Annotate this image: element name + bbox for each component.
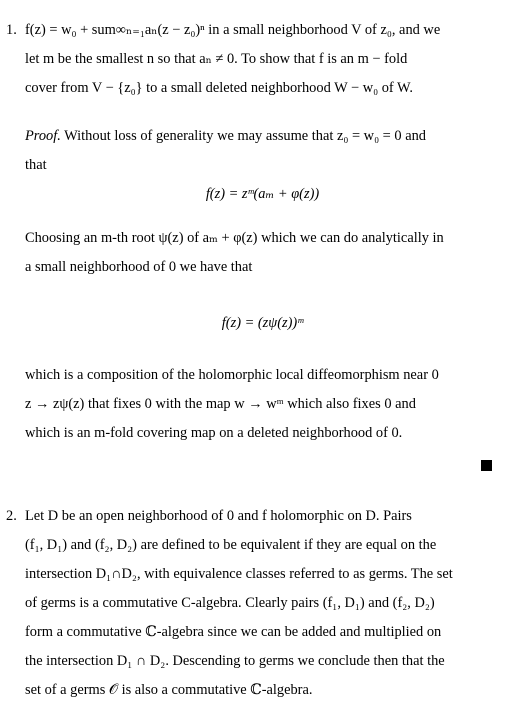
item-1-line-3: cover from V − {z₀} to a small deleted neighborhood W − w₀ of W.	[25, 80, 413, 96]
equation-2: f(z) = (zψ(z))ᵐ	[221, 315, 304, 331]
proof-line-5: which is a composition of the holomorphic local diffeomorphism near 0	[25, 367, 439, 383]
proof-line-1	[25, 127, 426, 145]
proof-line-7: which is an m-fold covering map on a deleted neighborhood of 0.	[25, 425, 403, 441]
proof-line-4: a small neighborhood of 0 we have that	[25, 259, 253, 275]
item-1-line-2: let m be the smallest n so that aₙ ≠ 0. To show that f is an m − fold	[25, 51, 408, 67]
item-1-number: 1.	[6, 22, 17, 38]
qed-square-icon	[481, 460, 492, 471]
item-2-line-4: of germs is a commutative C-algebra. Clearly pairs (f₁, D₁) and (f₂, D₂)	[25, 595, 435, 611]
proof-line-1-text: Without loss of generality we may assume that z₀ = w₀ = 0 and	[60, 128, 426, 144]
item-1-line-1: f(z) = w₀ + sum∞ₙ₌₁aₙ(z − z₀)ⁿ in a small neighborhood V of z₀, and we	[25, 22, 441, 38]
item-2-number: 2.	[6, 508, 17, 524]
item-2-line-1: Let D be an open neighborhood of 0 and f holomorphic on D. Pairs	[25, 508, 412, 524]
item-2-line-5: form a commutative ℂ-algebra since we can be added and multiplied on	[25, 624, 442, 640]
item-2-line-3: intersection D₁∩D₂, with equivalence classes referred to as germs. The set	[25, 566, 453, 582]
proof-line-3: Choosing an m-th root ψ(z) of aₘ + φ(z) which we can do analytically in	[25, 230, 444, 246]
proof-line-2: that	[25, 157, 47, 173]
proof-line-6: z → zψ(z) that fixes 0 with the map w → wᵐ which also fixes 0 and	[25, 396, 416, 412]
item-2-line-2: (f₁, D₁) and (f₂, D₂) are defined to be equivalent if they are equal on the	[25, 537, 437, 553]
equation-1: f(z) = zᵐ(aₘ + φ(z))	[205, 186, 320, 202]
proof-label: Proof.	[25, 128, 61, 144]
item-2-line-7: set of a germs 𝒪 is also a commutative ℂ-algebra.	[25, 682, 313, 698]
item-2-line-6: the intersection D₁ ∩ D₂. Descending to germs we conclude then that the	[25, 653, 445, 669]
